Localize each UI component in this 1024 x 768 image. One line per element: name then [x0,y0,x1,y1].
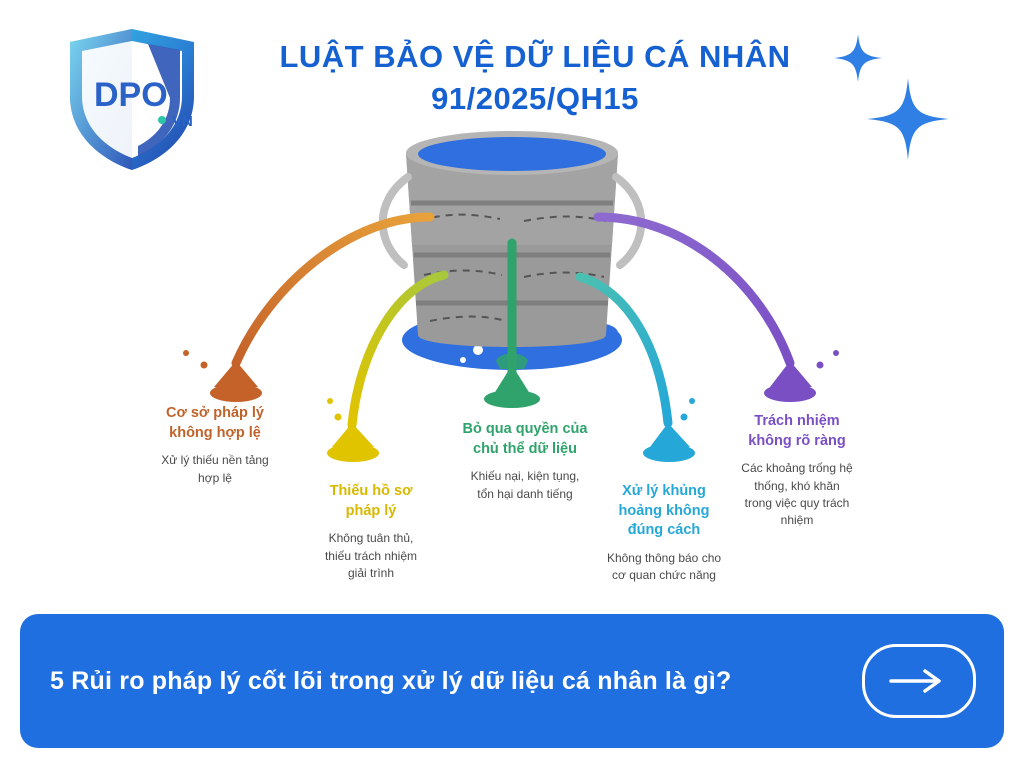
risk-5-title-line2: không rõ ràng [748,432,846,449]
risk-2-desc-line3: giải trình [347,565,395,580]
risk-5-desc-line4: nhiệm [780,513,814,528]
risk-5-desc-line3: trong việc quy trách [744,495,850,510]
risk-5-desc-line2: thống, khó khăn [754,478,840,493]
risk-item-data-subject-rights [440,420,610,503]
risk-4-desc-line2: cơ quan chức năng [612,568,716,583]
logo-sub-text: VN [172,113,193,130]
risk-4-title-line3: đúng cách [627,522,701,539]
risk-item-missing-records [296,482,446,582]
risk-4-title-line2: hoảng không [618,502,710,519]
risk-5-desc-line1: Các khoảng trống hệ [741,461,853,476]
arrow-right-icon [889,668,949,694]
banner-question: 5 Rủi ro pháp lý cốt lõi trong xử lý dữ liệu cá nhân là gì? [50,666,732,695]
risk-4-desc [588,550,740,585]
logo-main-text: DPO [94,76,168,114]
risk-5-title-line1: Trách nhiệm [754,413,840,429]
leaking-bucket-illustration [0,125,1024,605]
risk-item-unclear-accountability [718,412,876,530]
risk-2-desc [296,530,446,582]
risk-1-desc-line2: hợp lệ [198,470,232,485]
page-title [225,36,845,120]
risk-item-legal-basis [140,404,290,487]
risk-5-title [718,412,876,451]
risk-2-title-line2: pháp lý [345,502,397,519]
risk-5-desc [718,460,876,530]
risk-2-title [296,482,446,521]
risk-1-title-line2: không hợp lệ [169,424,261,441]
risk-3-title-line1: Bỏ qua quyền của [462,421,588,437]
risk-3-title [440,420,610,459]
risk-2-title-line1: Thiếu hồ sơ [329,483,413,499]
risk-3-desc-line2: tổn hại danh tiếng [477,486,573,501]
risk-2-desc-line2: thiếu trách nhiệm [324,548,418,563]
page-title-line1: LUẬT BẢO VỆ DỮ LIỆU CÁ NHÂN [279,39,791,74]
risk-3-title-line2: chủ thể dữ liệu [473,440,577,457]
risk-4-desc-line1: Không thông báo cho [606,550,722,565]
risk-4-title-line1: Xử lý khủng [622,483,706,499]
risk-3-desc-line1: Khiếu nại, kiện tụng, [470,469,580,484]
bottom-banner [20,614,1004,748]
risk-1-desc [140,452,290,487]
risk-3-desc [440,468,610,503]
next-arrow-button[interactable] [862,644,976,718]
page-title-line2: 91/2025/QH15 [431,80,639,116]
risk-2-desc-line1: Không tuân thủ, [328,531,414,546]
risk-1-desc-line1: Xử lý thiếu nền tảng [161,453,269,468]
risk-1-title [140,404,290,443]
risk-1-title-line1: Cơ sở pháp lý [166,405,264,421]
